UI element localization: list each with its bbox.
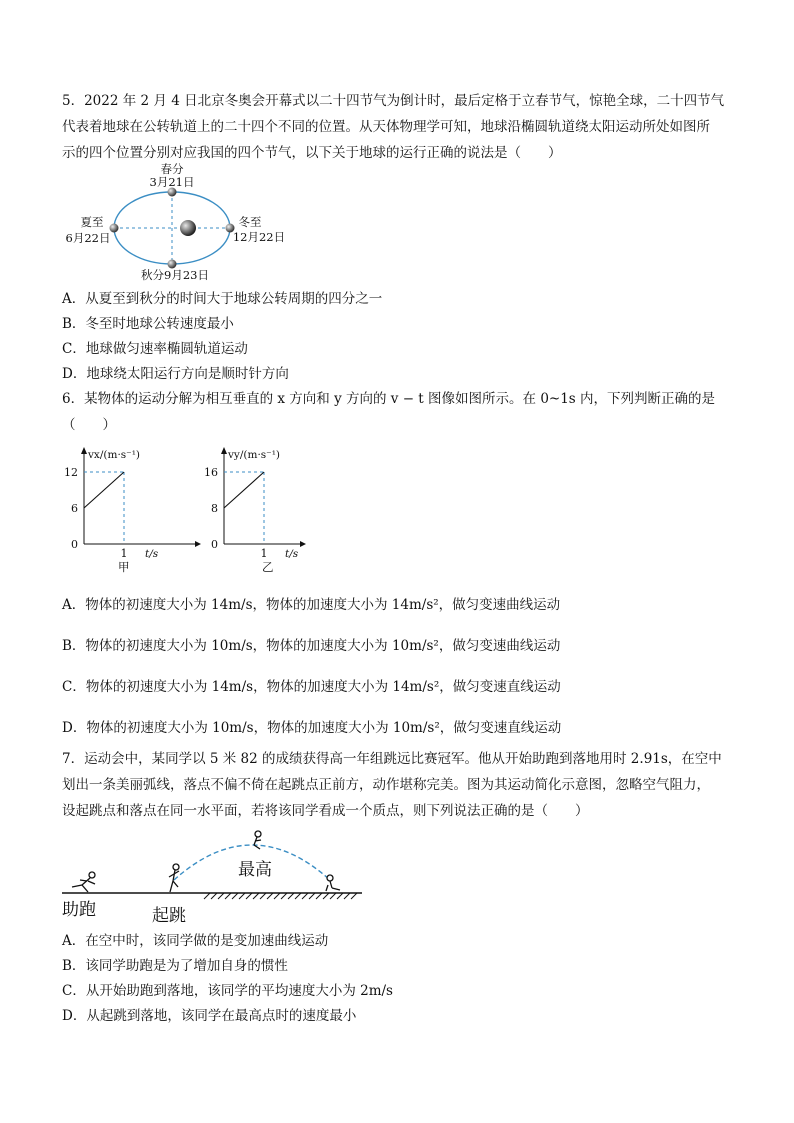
graph-a-ylabel: vx/(m·s⁻¹) <box>88 449 141 461</box>
graph-b-ylabel: vy/(m·s⁻¹) <box>228 449 281 461</box>
q7-option-d: D．从起跳到落地，该同学在最高点时的速度最小 <box>62 1008 357 1024</box>
landing-jumper-icon <box>326 875 340 891</box>
graph-a-tick-0: 0 <box>71 538 78 551</box>
q7-option-b: B．该同学助跑是为了增加自身的惯性 <box>62 958 288 974</box>
label-winter: 冬至 <box>238 215 262 229</box>
q6-option-a: A．物体的初速度大小为 14m/s，物体的加速度大小为 14m/s²，做匀变速曲线运动 <box>62 597 561 613</box>
q7-stem-line-1: 7．运动会中，某同学以 5 米 82 的成绩获得高一年组跳远比赛冠军。他从开始助跑到落地用时 2.91s，在空中 <box>62 751 722 767</box>
q6-stem-line-1: 6．某物体的运动分解为相互垂直的 x 方向和 y 方向的 v − t 图像如图所示。在 0~1s 内，下列判断正确的是 <box>62 391 716 407</box>
q6-stem-line-2: （ ） <box>62 417 116 433</box>
label-autumn: 秋分9月23日 <box>141 268 209 282</box>
label-winter-date: 12月22日 <box>232 230 286 244</box>
q6-option-b: B．物体的初速度大小为 10m/s，物体的加速度大小为 10m/s²，做匀变速曲线运动 <box>62 638 561 654</box>
earth-summer-icon <box>110 224 119 233</box>
peak-jumper-icon <box>254 831 261 849</box>
q7-option-a: A．在空中时，该同学做的是变加速曲线运动 <box>62 933 329 949</box>
label-run-up: 助跑 <box>62 900 96 920</box>
q6-graph-a <box>60 440 210 575</box>
graph-a-tick-6: 6 <box>71 502 78 515</box>
q5-stem-line-2: 代表着地球在公转轨道上的二十四个不同的位置。从天体物理学可知，地球沿椭圆轨道绕太阳运动所处如图所 <box>62 119 710 135</box>
label-spring-date: 3月21日 <box>149 175 195 189</box>
q5-stem-line-3: 示的四个位置分别对应我国的四个节气，以下关于地球的运行正确的说法是（ ） <box>62 145 562 161</box>
q7-option-c: C．从开始助跑到落地，该同学的平均速度大小为 2m/s <box>62 983 393 999</box>
label-summer: 夏至 <box>80 215 104 229</box>
graph-b-tick-16: 16 <box>204 466 218 479</box>
label-highest: 最高 <box>238 860 272 880</box>
q5-option-c: C．地球做匀速率椭圆轨道运动 <box>62 341 248 357</box>
q5-orbit-diagram <box>60 160 300 285</box>
graph-b-tick-8: 8 <box>211 502 218 515</box>
graph-b-line <box>224 472 264 508</box>
graph-b-caption: 乙 <box>262 560 274 574</box>
sand-pit-hatching <box>204 893 357 899</box>
graph-a-tick-12: 12 <box>64 466 78 479</box>
graph-a-caption: 甲 <box>118 560 130 574</box>
q5-option-b: B．冬至时地球公转速度最小 <box>62 316 234 332</box>
q7-stem-line-3: 设起跳点和落点在同一水平面，若将该同学看成一个质点，则下列说法正确的是（ ） <box>62 803 589 819</box>
q6-option-d: D．物体的初速度大小为 10m/s，物体的加速度大小为 10m/s²，做匀变速直线运动 <box>62 720 562 736</box>
label-spring: 春分 <box>160 162 184 176</box>
q7-long-jump-diagram <box>62 825 372 925</box>
graph-b-tick-0: 0 <box>211 538 218 551</box>
q5-option-a: A．从夏至到秋分的时间大于地球公转周期的四分之一 <box>62 291 383 307</box>
label-takeoff: 起跳 <box>152 906 186 925</box>
takeoff-jumper-icon <box>169 864 179 892</box>
graph-a-tick-1: 1 <box>120 547 128 560</box>
q6-option-c: C．物体的初速度大小为 14m/s，物体的加速度大小为 14m/s²，做匀变速直线运动 <box>62 679 561 695</box>
graph-a-xlabel: t/s <box>145 548 159 560</box>
q6-graph-b <box>200 440 350 575</box>
label-summer-date: 6月22日 <box>65 231 111 245</box>
q7-stem-line-2: 划出一条美丽弧线，落点不偏不倚在起跳点正前方，动作堪称完美。图为其运动简化示意图，忽略空气阻力， <box>62 777 710 793</box>
graph-b-xlabel: t/s <box>285 548 299 560</box>
runner-icon <box>72 872 95 892</box>
q5-stem-line-1: 5．2022 年 2 月 4 日北京冬奥会开幕式以二十四节气为倒计时，最后定格于立春节气，惊艳全球，二十四节气 <box>62 93 725 109</box>
graph-b-tick-1: 1 <box>260 547 268 560</box>
q5-option-d: D．地球绕太阳运行方向是顺时针方向 <box>62 366 289 382</box>
sun-icon <box>180 220 196 236</box>
graph-a-line <box>84 472 124 508</box>
